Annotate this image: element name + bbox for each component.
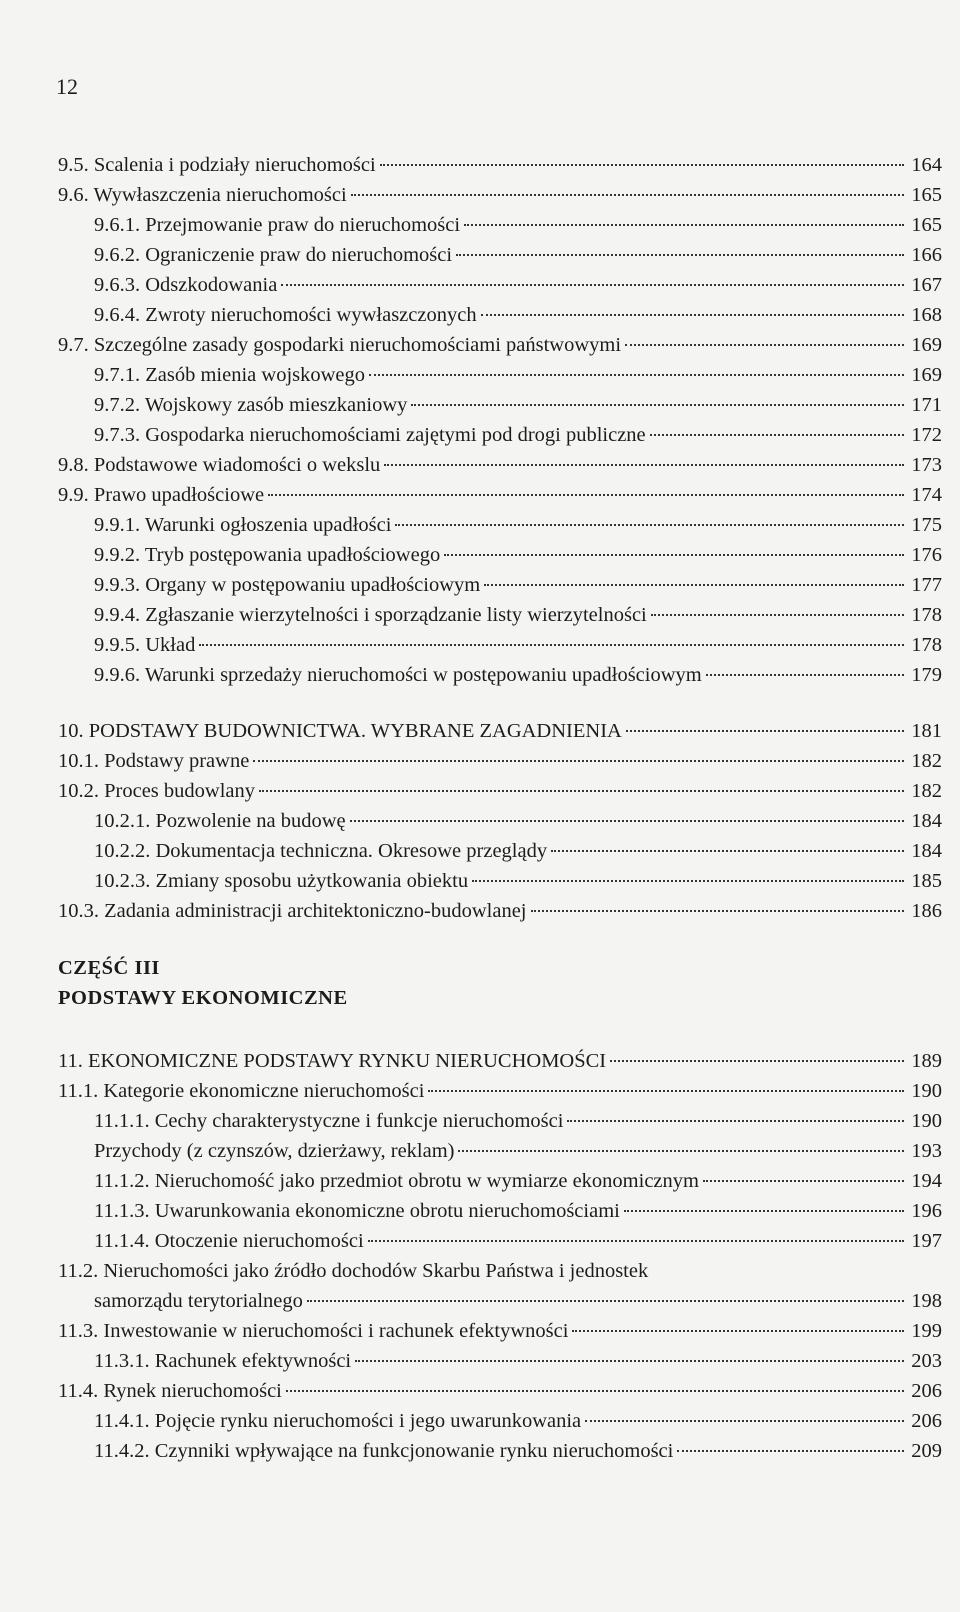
toc-entry-page: 178 <box>911 634 942 656</box>
toc-entry-page: 194 <box>911 1170 942 1192</box>
dot-leader <box>567 1120 904 1122</box>
toc-entry-page: 171 <box>911 394 942 416</box>
toc-entry-title: 9.7.1. Zasób mienia wojskowego <box>94 364 366 386</box>
toc-entry <box>58 482 942 508</box>
part-title: PODSTAWY EKONOMICZNE <box>58 987 348 1009</box>
toc-entry-page: 186 <box>911 900 942 922</box>
toc-entry-title: 9.9.5. Układ <box>94 634 196 656</box>
toc-entry <box>94 1168 942 1194</box>
toc-entry <box>94 272 942 298</box>
toc-entry-page: 196 <box>911 1200 942 1222</box>
page-number: 12 <box>56 74 78 99</box>
toc-entry-title: 9.9. Prawo upadłościowe <box>58 484 265 506</box>
toc-entry-title: 9.7. Szczególne zasady gospodarki nieruchomościami państwowymi <box>58 334 622 356</box>
toc-entry <box>94 392 942 418</box>
dot-leader <box>281 284 904 286</box>
toc-entry-title: samorządu terytorialnego <box>94 1290 303 1312</box>
dot-leader <box>585 1420 904 1422</box>
toc-entry-page: 198 <box>911 1290 942 1312</box>
toc-entry <box>58 152 942 178</box>
dot-leader <box>551 850 904 852</box>
toc-entry-title: 9.6. Wywłaszczenia nieruchomości <box>58 184 347 206</box>
toc-entry <box>58 1318 942 1344</box>
dot-leader <box>610 1060 904 1062</box>
dot-leader <box>351 194 904 196</box>
toc-entry-page: 173 <box>911 454 942 476</box>
dot-leader <box>484 584 904 586</box>
toc-entry-title: 9.8. Podstawowe wiadomości o wekslu <box>58 454 381 476</box>
toc-entry-title: 11.1.2. Nieruchomość jako przedmiot obrotu w wymiarze ekonomicznym <box>94 1170 699 1192</box>
dot-leader <box>456 254 904 256</box>
toc-entry-title: 11.1.1. Cechy charakterystyczne i funkcje nieruchomości <box>94 1110 564 1132</box>
toc-entry <box>94 302 942 328</box>
toc-entry-page: 172 <box>911 424 942 446</box>
toc-entry-page: 179 <box>911 664 942 686</box>
toc-entry-title: 10.2. Proces budowlany <box>58 780 256 802</box>
toc-entry-page: 185 <box>911 870 942 892</box>
toc-entry-title: 11.2. Nieruchomości jako źródło dochodów Skarbu Państwa i jednostek <box>58 1260 649 1282</box>
toc-entry-title: 9.9.2. Tryb postępowania upadłościowego <box>94 544 441 566</box>
toc-entry <box>94 362 942 388</box>
dot-leader <box>625 344 904 346</box>
dot-leader <box>703 1180 904 1182</box>
toc-entry <box>58 1258 942 1284</box>
toc-entry-title: 9.5. Scalenia i podziały nieruchomości <box>58 154 376 176</box>
toc-entry-title: 10.1. Podstawy prawne <box>58 750 250 772</box>
toc-entry-page: 184 <box>911 840 942 862</box>
dot-leader <box>444 554 904 556</box>
toc-entry-title: 10.2.3. Zmiany sposobu użytkowania obiektu <box>94 870 469 892</box>
toc-entry <box>94 542 942 568</box>
toc-entry-title: 11.4.2. Czynniki wpływające na funkcjonowanie rynku nieruchomości <box>94 1440 674 1462</box>
toc-entry <box>94 838 942 864</box>
toc-entry <box>94 1198 942 1224</box>
toc-entry <box>94 572 942 598</box>
toc-entry-page: 190 <box>911 1080 942 1102</box>
toc-entry-page: 169 <box>911 334 942 356</box>
dot-leader <box>411 404 904 406</box>
toc-entry-title: 11.4. Rynek nieruchomości <box>58 1380 282 1402</box>
toc-entry-page: 182 <box>911 780 942 802</box>
dot-leader <box>259 790 904 792</box>
part-label: CZĘŚĆ III <box>58 957 160 979</box>
toc-entry <box>94 1138 942 1164</box>
toc-entry-title: 10.3. Zadania administracji architektoniczno-budowlanej <box>58 900 527 922</box>
toc-entry-page: 175 <box>911 514 942 536</box>
toc-entry-page: 209 <box>911 1440 942 1462</box>
dot-leader <box>624 1210 904 1212</box>
toc-entry <box>94 1438 942 1464</box>
toc-entry-title: 10.2.2. Dokumentacja techniczna. Okresowe przeglądy <box>94 840 548 862</box>
dot-leader <box>428 1090 904 1092</box>
dot-leader <box>268 494 904 496</box>
dot-leader <box>395 524 904 526</box>
toc-entry-title: 11.3. Inwestowanie w nieruchomości i rachunek efektywności <box>58 1320 569 1342</box>
toc-entry-title: 9.6.1. Przejmowanie praw do nieruchomości <box>94 214 461 236</box>
toc-entry-page: 184 <box>911 810 942 832</box>
toc-entry-page: 177 <box>911 574 942 596</box>
toc-entry <box>94 422 942 448</box>
toc-entry <box>94 1108 942 1134</box>
toc-entry-page: 197 <box>911 1230 942 1252</box>
toc-entry <box>94 1408 942 1434</box>
toc-entry-page: 167 <box>911 274 942 296</box>
dot-leader <box>651 614 904 616</box>
toc-entry-page: 182 <box>911 750 942 772</box>
toc-entry <box>58 1078 942 1104</box>
toc-entry-title: 9.7.2. Wojskowy zasób mieszkaniowy <box>94 394 408 416</box>
toc-entry-page: 166 <box>911 244 942 266</box>
toc-entry-page: 181 <box>911 720 942 742</box>
toc-entry-page: 203 <box>911 1350 942 1372</box>
toc-entry-title: 9.9.4. Zgłaszanie wierzytelności i sporządzanie listy wierzytelności <box>94 604 647 626</box>
toc-entry-title: 9.7.3. Gospodarka nieruchomościami zajętymi pod drogi publiczne <box>94 424 646 446</box>
toc-entry-title: Przychody (z czynszów, dzierżawy, reklam) <box>94 1140 455 1162</box>
toc-entry <box>58 898 942 924</box>
toc-entry <box>94 808 942 834</box>
toc-entry-page: 206 <box>911 1380 942 1402</box>
dot-leader <box>626 730 904 732</box>
dot-leader <box>253 760 904 762</box>
dot-leader <box>458 1150 904 1152</box>
dot-leader <box>199 644 904 646</box>
toc-entry-page: 189 <box>911 1050 942 1072</box>
toc-entry-title: 9.9.1. Warunki ogłoszenia upadłości <box>94 514 392 536</box>
toc-entry-title: 10.2.1. Pozwolenie na budowę <box>94 810 346 832</box>
toc-entry-page: 206 <box>911 1410 942 1432</box>
toc-entry <box>94 242 942 268</box>
toc-entry-title: 9.9.3. Organy w postępowaniu upadłościowym <box>94 574 481 596</box>
toc-entry-page: 174 <box>911 484 942 506</box>
dot-leader <box>380 164 904 166</box>
toc-entry <box>58 1048 942 1074</box>
toc-entry <box>94 602 942 628</box>
dot-leader <box>384 464 904 466</box>
toc-entry-title: 11.3.1. Rachunek efektywności <box>94 1350 352 1372</box>
toc-entry-page: 165 <box>911 214 942 236</box>
toc-entry-page: 193 <box>911 1140 942 1162</box>
dot-leader <box>464 224 904 226</box>
toc-entry-title: 9.6.2. Ograniczenie praw do nieruchomości <box>94 244 453 266</box>
toc-entry-title: 11.1.4. Otoczenie nieruchomości <box>94 1230 364 1252</box>
toc-entry <box>58 748 942 774</box>
toc-entry <box>94 632 942 658</box>
toc-entry-title: 9.9.6. Warunki sprzedaży nieruchomości w postępowaniu upadłościowym <box>94 664 702 686</box>
toc-entry <box>58 182 942 208</box>
toc-entry <box>58 1378 942 1404</box>
toc-entry-title: 11. EKONOMICZNE PODSTAWY RYNKU NIERUCHOMOŚCI <box>58 1050 607 1072</box>
toc-entry-title: 11.4.1. Pojęcie rynku nieruchomości i jego uwarunkowania <box>94 1410 582 1432</box>
dot-leader <box>531 910 905 912</box>
dot-leader <box>368 1240 904 1242</box>
dot-leader <box>677 1450 904 1452</box>
toc-entry-page: 199 <box>911 1320 942 1342</box>
toc-entry <box>94 1348 942 1374</box>
toc-entry <box>94 868 942 894</box>
toc-entry-page: 190 <box>911 1110 942 1132</box>
toc-entry <box>94 512 942 538</box>
toc-entry-page: 168 <box>911 304 942 326</box>
dot-leader <box>481 314 904 316</box>
toc-entry <box>58 778 942 804</box>
dot-leader <box>286 1390 904 1392</box>
dot-leader <box>472 880 904 882</box>
dot-leader <box>307 1300 904 1302</box>
toc-entry-page: 164 <box>911 154 942 176</box>
dot-leader <box>650 434 904 436</box>
toc-entry-title: 10. PODSTAWY BUDOWNICTWA. WYBRANE ZAGADNIENIA <box>58 720 622 742</box>
toc-entry-title: 9.6.4. Zwroty nieruchomości wywłaszczonych <box>94 304 477 326</box>
dot-leader <box>350 820 904 822</box>
dot-leader <box>572 1330 904 1332</box>
toc-entry-page: 169 <box>911 364 942 386</box>
toc-entry <box>94 1288 942 1314</box>
toc-entry-title: 11.1. Kategorie ekonomiczne nieruchomości <box>58 1080 425 1102</box>
toc-entry <box>58 452 942 478</box>
toc-entry <box>58 718 942 744</box>
toc-entry <box>94 662 942 688</box>
toc-entry-title: 9.6.3. Odszkodowania <box>94 274 278 296</box>
dot-leader <box>355 1360 904 1362</box>
toc-entry <box>58 332 942 358</box>
dot-leader <box>369 374 904 376</box>
dot-leader <box>706 674 904 676</box>
toc-entry <box>94 1228 942 1254</box>
toc-entry-page: 165 <box>911 184 942 206</box>
toc-entry-title: 11.1.3. Uwarunkowania ekonomiczne obrotu nieruchomościami <box>94 1200 620 1222</box>
toc-entry-page: 178 <box>911 604 942 626</box>
toc-entry-page: 176 <box>911 544 942 566</box>
toc-entry <box>94 212 942 238</box>
